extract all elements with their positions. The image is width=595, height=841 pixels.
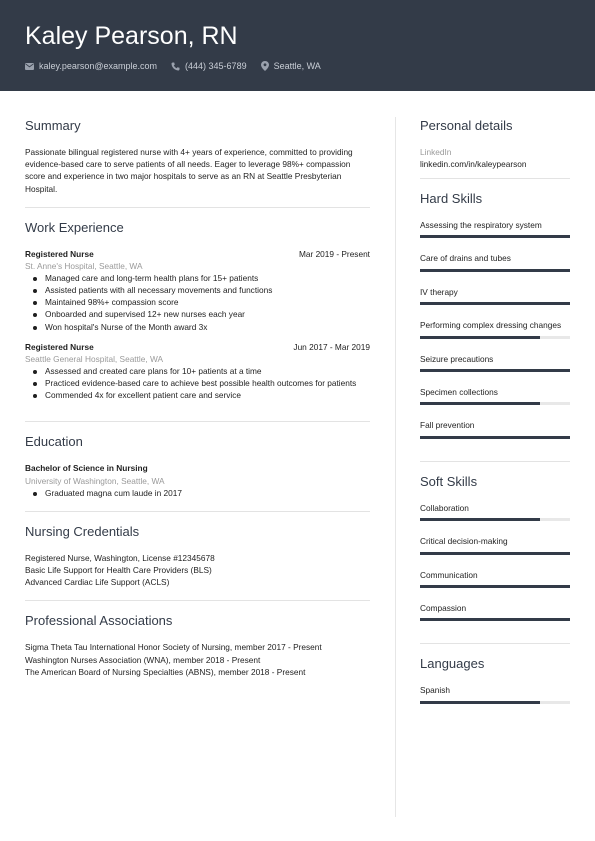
skill-level-fill — [420, 235, 570, 238]
skill-item — [420, 535, 570, 554]
contact-location — [261, 61, 321, 71]
skill-level-bar — [420, 701, 570, 704]
section-title: Personal details — [420, 118, 513, 133]
skill-level-bar — [420, 336, 570, 339]
envelope-icon — [25, 63, 34, 70]
job-employer: Seattle General Hospital, Seattle, WA — [25, 353, 164, 364]
job-bullets — [25, 365, 370, 402]
section-title: Work Experience — [25, 219, 124, 235]
skill-item — [420, 286, 570, 305]
skill-name: Collaboration — [420, 502, 469, 513]
association-item: Washington Nurses Association (WNA), member 2018 - Present — [25, 654, 261, 665]
skill-item — [420, 252, 570, 271]
skill-item — [420, 219, 570, 238]
section-title: Nursing Credentials — [25, 523, 140, 539]
soft-skills-section — [420, 474, 570, 645]
job-role: Registered Nurse — [25, 248, 94, 259]
personal-details-section — [420, 118, 570, 179]
skill-name: Care of drains and tubes — [420, 253, 511, 264]
skill-item — [420, 569, 570, 588]
contact-phone[interactable] — [171, 61, 247, 71]
list-item: Assessed and created care plans for 10+ patients at a time — [33, 365, 370, 377]
list-item: Commended 4x for excellent patient care and service — [33, 389, 370, 401]
list-item: Practiced evidence-based care to achieve best possible health outcomes for patients — [33, 377, 370, 389]
skill-level-bar — [420, 235, 570, 238]
skill-level-fill — [420, 336, 540, 339]
linkedin-label: LinkedIn — [420, 147, 452, 157]
education-section — [25, 434, 370, 511]
skill-item — [420, 353, 570, 372]
skill-level-bar — [420, 436, 570, 439]
skill-level-fill — [420, 436, 570, 439]
skill-level-bar — [420, 618, 570, 621]
email-text: kaley.pearson@example.com — [39, 61, 158, 71]
summary-section — [25, 118, 370, 208]
list-item: Maintained 98%+ compassion score — [33, 296, 370, 308]
skill-level-fill — [420, 302, 570, 305]
job-role: Registered Nurse — [25, 341, 94, 352]
skill-level-fill — [420, 701, 540, 704]
linkedin-link[interactable]: linkedin.com/in/kaleypearson — [420, 159, 527, 169]
phone-icon — [171, 62, 180, 71]
skill-level-fill — [420, 402, 540, 405]
list-item: Assisted patients with all necessary movements and functions — [33, 284, 370, 296]
skill-level-fill — [420, 552, 570, 555]
hard-skills-section — [420, 191, 570, 462]
section-title: Languages — [420, 656, 485, 672]
skill-level-bar — [420, 552, 570, 555]
associations-section — [25, 613, 370, 690]
school-name: University of Washington, Seattle, WA — [25, 475, 165, 486]
languages-list — [420, 684, 570, 703]
skill-name: IV therapy — [420, 286, 458, 297]
skill-item — [420, 386, 570, 405]
skill-name: Communication — [420, 569, 478, 580]
column-divider — [395, 117, 396, 817]
work-experience-section — [25, 220, 370, 423]
skill-level-bar — [420, 585, 570, 588]
section-title: Professional Associations — [25, 613, 173, 629]
job-dates: Jun 2017 - Mar 2019 — [293, 341, 370, 352]
skill-level-fill — [420, 585, 570, 588]
job-bullets — [25, 272, 370, 333]
soft-skills-list — [420, 502, 570, 622]
credential-item: Basic Life Support for Health Care Providers (BLS) — [25, 565, 212, 576]
skill-item — [420, 419, 570, 438]
skill-level-fill — [420, 618, 570, 621]
hard-skills-list — [420, 219, 570, 439]
skill-level-fill — [420, 369, 570, 372]
skill-level-bar — [420, 269, 570, 272]
phone-text: (444) 345-6789 — [185, 61, 247, 71]
candidate-name: Kaley Pearson, RN — [25, 22, 238, 50]
skill-name: Fall prevention — [420, 420, 475, 431]
resume-header — [0, 0, 595, 91]
section-title: Soft Skills — [420, 473, 478, 489]
section-title: Summary — [25, 118, 81, 133]
section-title: Hard Skills — [420, 191, 483, 206]
education-bullets — [25, 487, 370, 499]
skill-level-bar — [420, 369, 570, 372]
location-text: Seattle, WA — [273, 61, 321, 71]
skill-item — [420, 319, 570, 338]
credential-item: Advanced Cardiac Life Support (ACLS) — [25, 577, 170, 588]
association-item: The American Board of Nursing Specialties (ABNS), member 2018 - Present — [25, 666, 306, 677]
skill-level-fill — [420, 518, 540, 521]
section-title: Education — [25, 434, 83, 450]
skill-level-fill — [420, 269, 570, 272]
skill-item — [420, 502, 570, 521]
contact-bar — [25, 59, 335, 73]
summary-text: Passionate bilingual registered nurse with 4+ years of experience, committed to providing evidence-based care to serve patients of all needs. Eager to leverage 98%+ compassion score and experience in two major hospitals to serve as an RN at Seattle Presbyterian Hospital. — [25, 147, 353, 194]
credentials-section — [25, 524, 370, 602]
list-item: Managed care and long-term health plans for 15+ patients — [33, 272, 370, 284]
degree-name: Bachelor of Science in Nursing — [25, 463, 148, 474]
skill-name: Compassion — [420, 603, 467, 614]
list-item: Onboarded and supervised 12+ new nurses each year — [33, 308, 370, 320]
languages-section — [420, 656, 570, 725]
list-item: Won hospital's Nurse of the Month award 3x — [33, 321, 370, 333]
job-employer: St. Anne's Hospital, Seattle, WA — [25, 260, 143, 271]
job-entry — [25, 341, 370, 402]
skill-name: Specimen collections — [420, 387, 498, 398]
skill-name: Critical decision-making — [420, 536, 508, 547]
job-entry — [25, 248, 370, 333]
skill-level-bar — [420, 402, 570, 405]
contact-email[interactable] — [25, 61, 157, 71]
location-pin-icon — [261, 61, 269, 71]
skill-level-bar — [420, 518, 570, 521]
skill-name: Seizure precautions — [420, 353, 494, 364]
job-dates: Mar 2019 - Present — [298, 248, 370, 259]
list-item: Graduated magna cum laude in 2017 — [33, 487, 370, 499]
skill-name: Assessing the respiratory system — [420, 220, 542, 230]
skill-level-bar — [420, 302, 570, 305]
association-item: Sigma Theta Tau International Honor Society of Nursing, member 2017 - Present — [25, 642, 322, 653]
side-column — [420, 112, 570, 738]
credential-item: Registered Nurse, Washington, License #12345678 — [25, 552, 215, 563]
skill-name: Performing complex dressing changes — [420, 320, 562, 331]
skill-item — [420, 684, 570, 703]
main-column — [25, 112, 370, 702]
skill-name: Spanish — [420, 685, 450, 696]
skill-item — [420, 602, 570, 621]
